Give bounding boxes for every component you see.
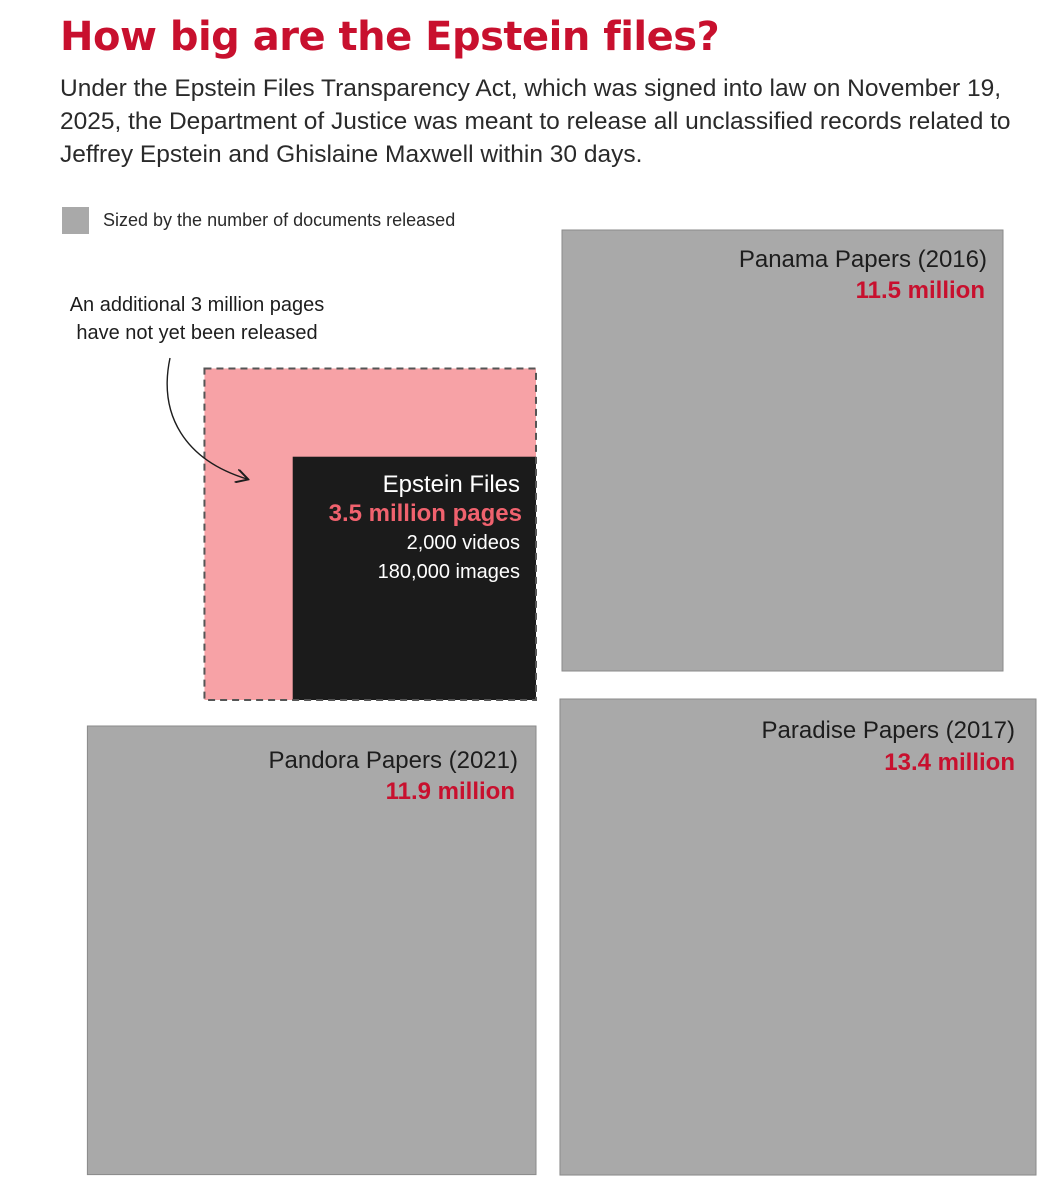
chart-title: How big are the Epstein files? — [60, 14, 720, 60]
pandora-label: Pandora Papers (2021) — [268, 747, 518, 774]
epstein-extra-2: 180,000 images — [377, 561, 520, 583]
paradise-label: Paradise Papers (2017) — [761, 717, 1015, 744]
chart-subtitle: Under the Epstein Files Transparency Act, which was signed into law on November 19, 2025, the Department of Justice was meant to release all unclassified records related to Jeffrey Epstein and Ghislaine Maxwell within 30 days. — [60, 75, 1011, 168]
paradise-value: 13.4 million — [884, 749, 1015, 776]
pandora-value: 11.9 million — [385, 778, 515, 805]
annotation-line-2: have not yet been released — [76, 322, 318, 344]
panama-value: 11.5 million — [855, 277, 985, 304]
epstein-extra-1: 2,000 videos — [406, 532, 520, 554]
epstein-label: Epstein Files — [382, 471, 520, 498]
panama-label: Panama Papers (2016) — [738, 246, 987, 273]
epstein-value: 3.5 million pages — [328, 500, 522, 527]
legend-label: Sized by the number of documents released — [103, 210, 456, 230]
annotation-line-1: An additional 3 million pages — [69, 294, 325, 316]
